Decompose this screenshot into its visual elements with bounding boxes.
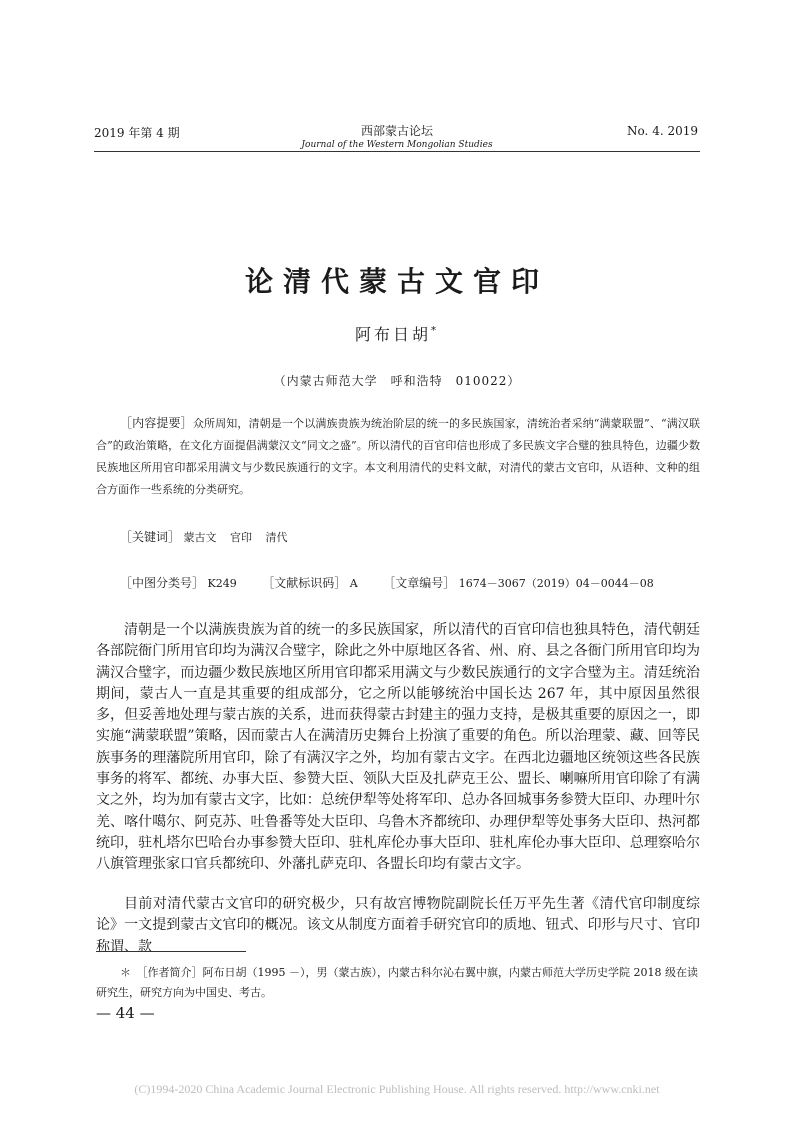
abstract: [96, 412, 700, 501]
clc-label: ［中图分类号］: [120, 576, 205, 590]
article-number-value: 1674－3067（2019）04－0044－08: [458, 577, 654, 590]
clc-value: K249: [207, 577, 237, 590]
author-line: [0, 322, 794, 345]
author-name: 阿布日胡: [354, 325, 431, 344]
journal-title-cn: 西部蒙古论坛: [360, 124, 433, 138]
classification-row: [120, 574, 676, 591]
author-footnote: ＊ ［作者简介］阿布日胡（1995 －），男（蒙古族），内蒙古科尔沁右翼中旗，内蒙古师范大学历史学院 2018 级在读研究生，研究方向为中国史、考古。: [96, 966, 698, 999]
keywords-label: ［关键词］: [120, 530, 181, 544]
affiliation: （内蒙古师范大学 呼和浩特 010022）: [273, 374, 521, 388]
author-footnote-mark: *: [431, 325, 439, 337]
journal-title-en: Journal of the Western Mongolian Studies: [301, 140, 493, 150]
article-title: 论清代蒙古文官印: [244, 265, 549, 298]
keyword-item: 官印: [230, 531, 253, 544]
article-number: [383, 574, 654, 591]
body-paragraph: 目前对清代蒙古文官印的研究极少，只有故宫博物院副院长任万平先生著《清代官印制度综论》一文提到蒙古文官印的概况。该文从制度方面着手研究官印的质地、钮式、印形与尺寸、官印称谓、款: [96, 896, 700, 955]
article-number-label: ［文章编号］: [383, 576, 456, 590]
clc-number: [120, 574, 237, 591]
footnote-divider: [96, 951, 246, 952]
header-divider: [94, 151, 700, 152]
page-number: — 44 —: [96, 1004, 155, 1022]
header-issue-right: No. 4. 2019: [627, 124, 698, 138]
abstract-label: ［内容提要］: [120, 416, 193, 430]
copyright-watermark: (C)1994-2020 China Academic Journal Electronic Publishing House. All rights reserved. http://www.cnki.net: [134, 1082, 660, 1096]
keyword-item: 清代: [265, 531, 288, 544]
keywords: [120, 528, 298, 545]
keyword-item: 蒙古文: [183, 531, 217, 544]
body-paragraph: 清朝是一个以满族贵族为首的统一的多民族国家，所以清代的百官印信也独具特色，清代朝廷各部院衙门所用官印均为满汉合璧字，除此之外中原地区各省、州、府、县之各衙门所用官印均为满汉合璧字，而边疆少数民族地区所用官印都采用满文与少数民族通行的文字合璧为主。清廷统治期间，蒙古人一直是其重要的组成部分，它之所以能够统治中国长达 267 年，其中原因虽然很多，但妥善地处理与蒙古族的关系，进而获得蒙古封建主的强力支持，是极其重要的原因之一，即实施“满蒙联盟”策略，因而蒙古人在满清历史舞台上扮演了重要的角色。所以治理蒙、藏、回等民族事务的理藩院所用官印，除了有满汉字之外，均加有蒙古文字。在西北边疆地区统领这些各民族事务的将军、都统、办事大臣、参赞大臣、领队大臣及扎萨克王公、盟长、喇嘛所用官印除了有满文之外，均为加有蒙古文字，比如：总统伊犁等处将军印、总办各回城事务参赞大臣印、办理叶尔羌、喀什噶尔、阿克苏、吐鲁番等处大臣印、乌鲁木齐都统印、办理伊犁等处事务大臣印、热河都统印，驻札塔尔巴哈台办事参赞大臣印、驻札库伦办事大臣印、驻札库伦办事大臣印、总理察哈尔八旗管理张家口官兵都统印、外藩扎萨克印、各盟长印均有蒙古文字。: [96, 622, 700, 873]
document-code-value: A: [349, 577, 358, 590]
document-code: [262, 574, 357, 591]
header-issue-left: 2019 年第 4 期: [94, 126, 180, 140]
abstract-text: 众所周知，清朝是一个以满族贵族为统治阶层的统一的多民族国家，清统治者采纳“满蒙联盟”、“满汉联合”的政治策略，在文化方面提倡满蒙汉文“同文之盛”。所以清代的百官印信也形成了多民族文字合璧的独具特色，边疆少数民族地区所用官印都采用满文与少数民族通行的文字。本文利用清代的史料文献，对清代的蒙古文官印，从语种、文种的组合方面作一些系统的分类研究。: [96, 417, 700, 496]
document-code-label: ［文献标识码］: [262, 576, 347, 590]
